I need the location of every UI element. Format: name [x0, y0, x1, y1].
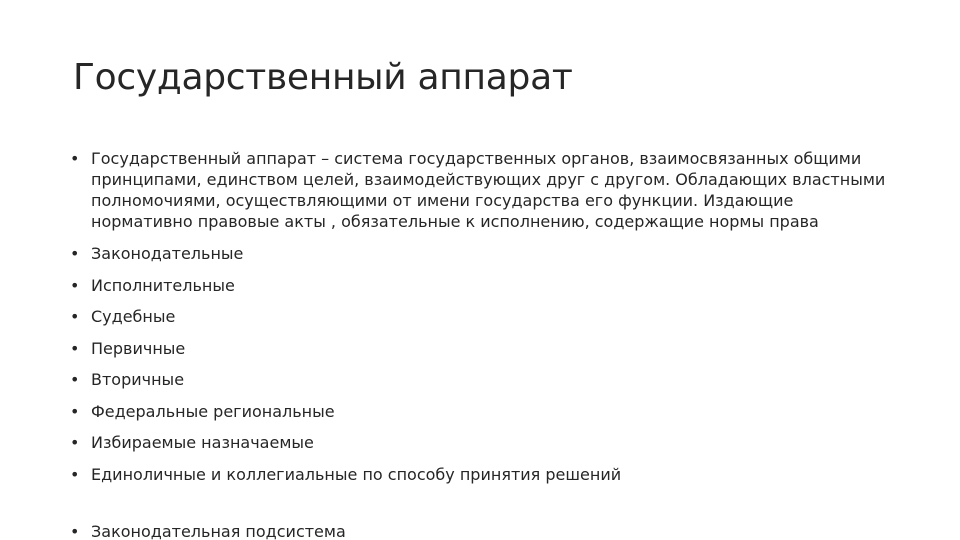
- list-item-text: Законодательные: [91, 244, 244, 263]
- list-item: [70, 148, 890, 232]
- list-item: [70, 338, 890, 359]
- bullet-icon: •: [70, 244, 80, 263]
- list-item: [70, 521, 890, 540]
- bullet-icon: •: [70, 401, 80, 421]
- list-item: [70, 306, 890, 327]
- slide-title: Государственный аппарат: [73, 57, 573, 98]
- bullet-icon: •: [70, 338, 80, 358]
- bullet-icon: •: [70, 464, 80, 484]
- list-item-text: Вторичные: [91, 370, 185, 389]
- list-item: [70, 369, 890, 390]
- list-item-text: Судебные: [91, 307, 176, 326]
- list-item-text: Избираемые назначаемые: [91, 433, 314, 452]
- bullet-list: [70, 148, 890, 540]
- list-item-text: Государственный аппарат – система государственных органов, взаимосвязанных общими принципами, единством целей, взаимодействующих друг с другом. Обладающих властными полномочиями, осуществляющими от имени государства его функции. Издающие нормативно правовые акты , обязательные к исполнению, содержащие нормы права: [91, 149, 886, 231]
- bullet-icon: •: [70, 370, 80, 389]
- list-item: [70, 401, 890, 422]
- bullet-icon: •: [70, 521, 80, 540]
- list-item: [70, 243, 890, 264]
- list-item: [70, 275, 890, 296]
- bullet-icon: •: [70, 275, 80, 295]
- list-item-text: Федеральные региональные: [91, 401, 335, 421]
- bullet-icon: •: [70, 307, 80, 326]
- list-item: [70, 432, 890, 453]
- list-item-text: Исполнительные: [91, 275, 235, 295]
- list-item-text: Законодательная подсистема: [91, 521, 346, 540]
- bullet-icon: •: [70, 149, 80, 168]
- list-item: [70, 464, 890, 485]
- bullet-icon: •: [70, 433, 80, 452]
- list-item-text: Первичные: [91, 338, 186, 358]
- list-item-text: Единоличные и коллегиальные по способу принятия решений: [91, 464, 622, 484]
